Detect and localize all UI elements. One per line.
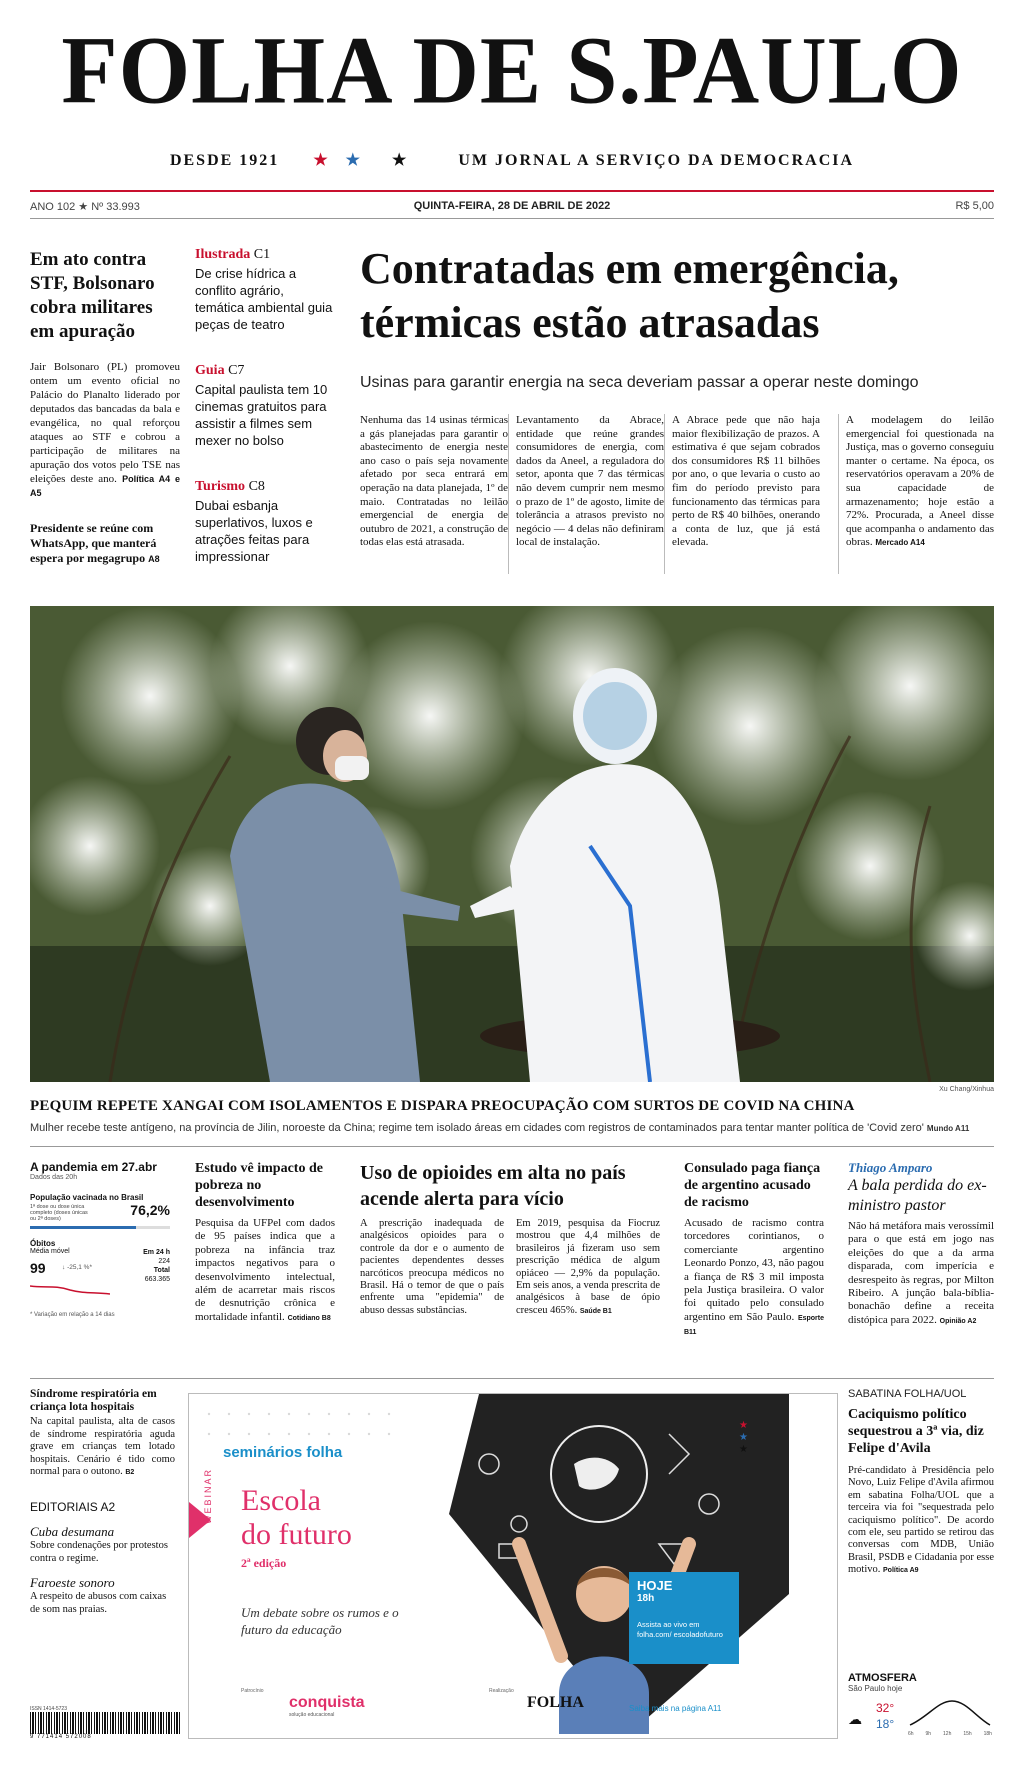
column-ref: Opinião A2 (939, 1317, 977, 1325)
respiratory-headline[interactable]: Síndrome respiratória em criança lota hospitais (30, 1388, 157, 1413)
left-story-body (30, 360, 180, 500)
main-col-3: A Abrace pede que não haja maior flexibilização de prazos. A estimativa é que sejam cobrados dos consumidores R$ 11 bilhões por ano, o que levaria o custo ao fim do período previsto para funcionamento das térmicas para perto de R$ 40 bilhões, onerando a conta de luz, que já está elevada. (672, 414, 820, 549)
barcode (30, 1706, 180, 1740)
main-col-2: Levantamento da Abrace, entidade que reúne grandes consumidores de energia, com dados da Aneel, a reguladora do setor, aponta que 7 das térmicas não devem cumprir nem mesmo o prazo de 1º de agosto, limite de tolerância a atrasos previsto no negócio — 4 delas não definiram local de instalação. (516, 414, 664, 549)
promo-page: C8 (248, 479, 265, 494)
photo-credit: Xu Chang/Xinhua (939, 1086, 994, 1093)
ad-sponsor-label: Patrocínio (241, 1688, 264, 1694)
main-col-4-text: A modelagem do leilão emergencial foi questionada na Justiça, mas o governo conseguiu manter o certame. Na época, os reservatórios operavam a 20% de sua capacidade de armazenamento; hoje estão a 72%. Procurada, a Aneel disse que acompanha o andamento das obras. (846, 414, 994, 549)
ad-time: 18h (637, 1593, 655, 1604)
pandemic-box (30, 1160, 170, 1318)
editorials-header[interactable] (30, 1500, 175, 1514)
weather-hours (908, 1731, 992, 1737)
weather-hour: 9h (925, 1731, 932, 1737)
column-text: Não há metáfora mais verossímil para o que está em jogo nas eleições do que a da arma disparada, com imperícia e desrespeito às regras, por Milton Ribeiro. A junção bala-bíblia-bonachão define a receita distópica para 2022. (848, 1220, 994, 1326)
ad-org: FOLHA (527, 1694, 584, 1711)
promo-text: Capital paulista tem 10 cinemas gratuitos para assistir a filmes sem mexer no bolso (195, 382, 328, 448)
pandemic-source: Dados das 20h (30, 1174, 78, 1181)
masthead-title: FOLHA DE S.PAULO (61, 16, 963, 124)
vacc-label: População vacinada no Brasil (30, 1193, 144, 1202)
vacc-bar-fill (30, 1226, 136, 1229)
sabatina-headline: Caciquismo político sequestrou a 3ª via, diz Felipe d'Avila (848, 1407, 984, 1456)
deaths-sparkline (30, 1282, 110, 1296)
barcode-number: 9 771414 572008 (30, 1734, 92, 1740)
sabatina-story[interactable] (848, 1388, 994, 1578)
col-divider (664, 414, 665, 574)
weather-box (848, 1672, 994, 1743)
weather-hour: 15h (963, 1731, 972, 1737)
ad-title-line: Escola (241, 1484, 321, 1517)
avg-change: ↓ -25,1 %* (62, 1264, 92, 1271)
left-story-headline[interactable]: Em ato contra STF, Bolsonaro cobra militares em apuração (30, 249, 155, 342)
promo-text: De crise hídrica a conflito agrário, temática ambiental guia peças de teatro (195, 266, 333, 332)
ad-sponsor-sub: solução educacional (289, 1712, 335, 1718)
vacc-sub: 1ª dose ou dose única completo (doses únicas ou 2ª doses) (30, 1204, 88, 1222)
svg-text:★: ★ (739, 1444, 748, 1455)
opioids-ref: Saúde B1 (579, 1307, 612, 1315)
main-col-4 (846, 414, 994, 550)
promo-page: C7 (228, 363, 245, 378)
ad-title (241, 1484, 352, 1552)
col-divider (508, 414, 509, 574)
avg-label: Média móvel (30, 1248, 70, 1255)
stars-icon: ★ ★ ★ (313, 152, 411, 169)
barcode-bars (30, 1712, 180, 1734)
ad-brand: seminários folha (223, 1444, 343, 1461)
promo-section: Ilustrada (195, 247, 251, 262)
column-author: Thiago Amparo (848, 1160, 933, 1175)
avg-value: 99 (30, 1260, 46, 1276)
main-headline[interactable] (360, 242, 1000, 350)
issue-number: ANO 102 ★ Nº 33.993 (30, 201, 140, 213)
opioids-story[interactable] (360, 1160, 660, 1358)
consulate-body (684, 1217, 824, 1340)
sabatina-ref: Política A9 (883, 1567, 919, 1575)
promo-ilustrada[interactable] (195, 246, 335, 333)
promo-section: Turismo (195, 479, 246, 494)
motto: UM JORNAL A SERVIÇO DA DEMOCRACIA (458, 152, 855, 169)
weather-label: ATMOSFERA (848, 1672, 917, 1684)
main-photo[interactable] (30, 606, 994, 1082)
last24-label: Em 24 h (143, 1249, 170, 1256)
avg-change-text: -25,1 %* (67, 1264, 92, 1271)
ad-description: Um debate sobre os rumos e o futuro da educação (241, 1605, 399, 1637)
ad-today: HOJE (637, 1578, 673, 1593)
left-story-text: Jair Bolsonaro (PL) promoveu ontem um evento oficial no Palácio do Planalto liderado por deputados das bancadas da bala e evangélica, no qual reforçou ataques ao STF e cobrou a participação de militares na apuração dos votos pelo TSE nas eleições deste ano. (30, 361, 180, 485)
left-story-ref[interactable]: Política A4 e A5 (30, 474, 181, 498)
ad-more[interactable]: Saiba mais na página A11 (629, 1704, 722, 1713)
cloud-icon: ☁ (848, 1711, 862, 1727)
sabatina-body (848, 1465, 994, 1578)
last24-value: 224 (158, 1258, 170, 1265)
bottom-left-column (30, 1388, 175, 1616)
column-body (848, 1220, 994, 1328)
opioids-col-2-text: Em 2019, pesquisa da Fiocruz mostrou que 4,4 milhões de brasileiros já fizeram uso sem prescrição médica de algum opiáceo — 2,9% da população. Em seis anos, a venda prescrita de analgésicos à base de ópio cresceu 465%. (516, 1218, 660, 1316)
weather-min: 18° (876, 1717, 895, 1731)
weather-sub: São Paulo hoje (848, 1684, 903, 1693)
opinion-column[interactable] (848, 1160, 994, 1328)
consulate-story[interactable] (684, 1160, 824, 1340)
photo-ref[interactable]: Mundo A11 (926, 1124, 970, 1133)
weather-max: 32° (876, 1701, 895, 1715)
main-ref[interactable]: Mercado A14 (875, 538, 925, 548)
left-brief-text: Presidente se reúne com WhatsApp, que manterá espera por megagrupo (30, 521, 157, 565)
main-deck: Usinas para garantir energia na seca deveriam passar a operar neste domingo (360, 374, 919, 391)
main-col-1: Nenhuma das 14 usinas térmicas a gás planejadas para garantir o abastecimento de energia neste ano caso o país seja novamente afetado por seca entrará em operação na data planejada, 1º de maio. Contratadas no leilão emergencial de energia de outubro de 2021, a construção de todas elas está atrasada. (360, 414, 508, 549)
editorial-2-title[interactable]: Faroeste sonoro (30, 1575, 115, 1591)
webinar-ad[interactable] (188, 1393, 838, 1739)
photo-headline[interactable]: PEQUIM REPETE XANGAI COM ISOLAMENTOS E DISPARA PREOCUPAÇÃO COM SURTOS DE COVID NA CHINA (30, 1098, 855, 1114)
consulate-headline: Consulado paga fiança de argentino acusado de racismo (684, 1161, 821, 1210)
photo-caption (30, 1122, 994, 1134)
ad-sponsor-name: conquista (289, 1694, 365, 1711)
pandemic-title: A pandemia em 27.abr (30, 1160, 157, 1174)
sabatina-kicker: SABATINA FOLHA/UOL (848, 1388, 967, 1400)
ad-sponsor (289, 1694, 365, 1718)
total-label: Total (153, 1267, 170, 1274)
promo-guia[interactable] (195, 362, 335, 449)
weather-hour: 6h (908, 1731, 914, 1737)
weather-curve (908, 1697, 992, 1729)
svg-text:★: ★ (739, 1420, 748, 1431)
editorials-page: A2 (100, 1499, 116, 1514)
ad-webinar-label: WEBINAR (203, 1467, 213, 1524)
main-headline-line: Contratadas em emergência, (360, 244, 899, 293)
col-divider (838, 414, 839, 574)
promo-page: C1 (253, 247, 271, 262)
pandemic-footnote: * Variação em relação a 14 dias (30, 1312, 115, 1318)
respiratory-text: Na capital paulista, alta de casos de síndrome respiratória aguda grave em crianças tem lotado hospitais. Cenário é tido como normal para o outono. (30, 1416, 175, 1478)
opioids-col-2 (516, 1218, 660, 1318)
dateline (30, 200, 994, 213)
consulate-text: Acusado de racismo contra torcedores corintianos, o comerciante argentino Leonardo Ponzo, 43, não pagou a fiança de R$ 3 mil imposta pela Justiça brasileira. O valor foi quitado pelo consulado argentino em São Paulo. (684, 1217, 824, 1323)
weather-hour: 12h (943, 1731, 952, 1737)
consulate-ref: Esporte B11 (684, 1314, 824, 1337)
opioids-col-1: A prescrição inadequada de analgésicos opioides para o controle da dor e o aumento de pacientes dependentes desses narcóticos preocupa médicos no Brasil. Há o temor de que o país enfrente uma "epidemia" de abuso dessas substâncias. (360, 1218, 504, 1316)
dateline-rule (30, 218, 994, 219)
editorial-2-body: A respeito de abusos com caixas de som nas praias. (30, 1591, 167, 1615)
opioids-headline: Uso de opioides em alta no país acende alerta para vício (360, 1162, 626, 1210)
editorials-label: EDITORIAIS (30, 1499, 98, 1514)
issue-price: R$ 5,00 (955, 200, 994, 212)
ad-watch: Assista ao vivo em folha.com/ escoladofuturo (637, 1620, 723, 1639)
issue-date: QUINTA-FEIRA, 28 DE ABRIL DE 2022 (413, 200, 611, 212)
editorial-1-title[interactable]: Cuba desumana (30, 1523, 115, 1539)
promo-section: Guia (195, 363, 225, 378)
respiratory-body (30, 1416, 175, 1480)
since-label: DESDE 1921 (169, 152, 280, 169)
ad-cta-box[interactable] (629, 1572, 739, 1664)
vacc-value: 76,2% (130, 1202, 170, 1218)
promo-text: Dubai esbanja superlativos, luxos e atrações feitas para impressionar (195, 498, 313, 564)
masthead-rule (30, 190, 994, 192)
poverty-headline: Estudo vê impacto de pobreza no desenvolvimento (195, 1161, 323, 1210)
photo-illustration (30, 606, 994, 1082)
poverty-ref: Cotidiano B8 (287, 1314, 331, 1322)
masthead-tagline (0, 150, 1024, 170)
ad-org-label: Realização (489, 1688, 514, 1694)
photo-caption-text: Mulher recebe teste antígeno, na província de Jilin, noroeste da China; regime tem isolado áreas em cidades com registros de contaminados para tentar manter política de 'Covid zero' (30, 1122, 924, 1134)
total-value: 663.365 (144, 1276, 170, 1283)
poverty-body (195, 1217, 335, 1325)
ad-edition: 2ª edição (241, 1556, 287, 1570)
barcode-issn: ISSN 1414-5723 (30, 1706, 67, 1712)
respiratory-ref: B2 (125, 1469, 135, 1477)
svg-text:★: ★ (739, 1432, 748, 1443)
sabatina-text: Pré-candidato à Presidência pelo Novo, Luiz Felipe d'Avila afirmou em sabatina Folha/UOL que a terceira via foi "sequestrada pelo caciquismo político". De acordo com ele, seu partido se retirou das conversas com MDB, União Brasil, PSDB e Cidadania por esse motivo. (848, 1465, 994, 1576)
ad-title-line: do futuro (241, 1518, 352, 1551)
section-rule (30, 1378, 994, 1379)
deaths-label: Óbitos (30, 1239, 56, 1248)
promo-turismo[interactable] (195, 478, 335, 565)
left-brief[interactable] (30, 521, 180, 567)
poverty-story[interactable] (195, 1160, 335, 1325)
weather-hour: 18h (983, 1731, 992, 1737)
left-brief-ref: A8 (148, 554, 160, 564)
section-rule (30, 1146, 994, 1147)
poverty-text: Pesquisa da UFPel com dados de 95 países indica que a pobreza na infância traz impactos negativos para o desenvolvimento intelectual, além de acarretar mais riscos de desnutrição crônica e mortalidade infantil. (195, 1217, 335, 1323)
column-title: A bala perdida do ex-ministro pastor (848, 1177, 987, 1214)
editorial-1-body: Sobre condenações por protestos contra o regime. (30, 1539, 168, 1564)
vacc-bar (30, 1226, 170, 1229)
main-headline-line: térmicas estão atrasadas (360, 298, 820, 347)
